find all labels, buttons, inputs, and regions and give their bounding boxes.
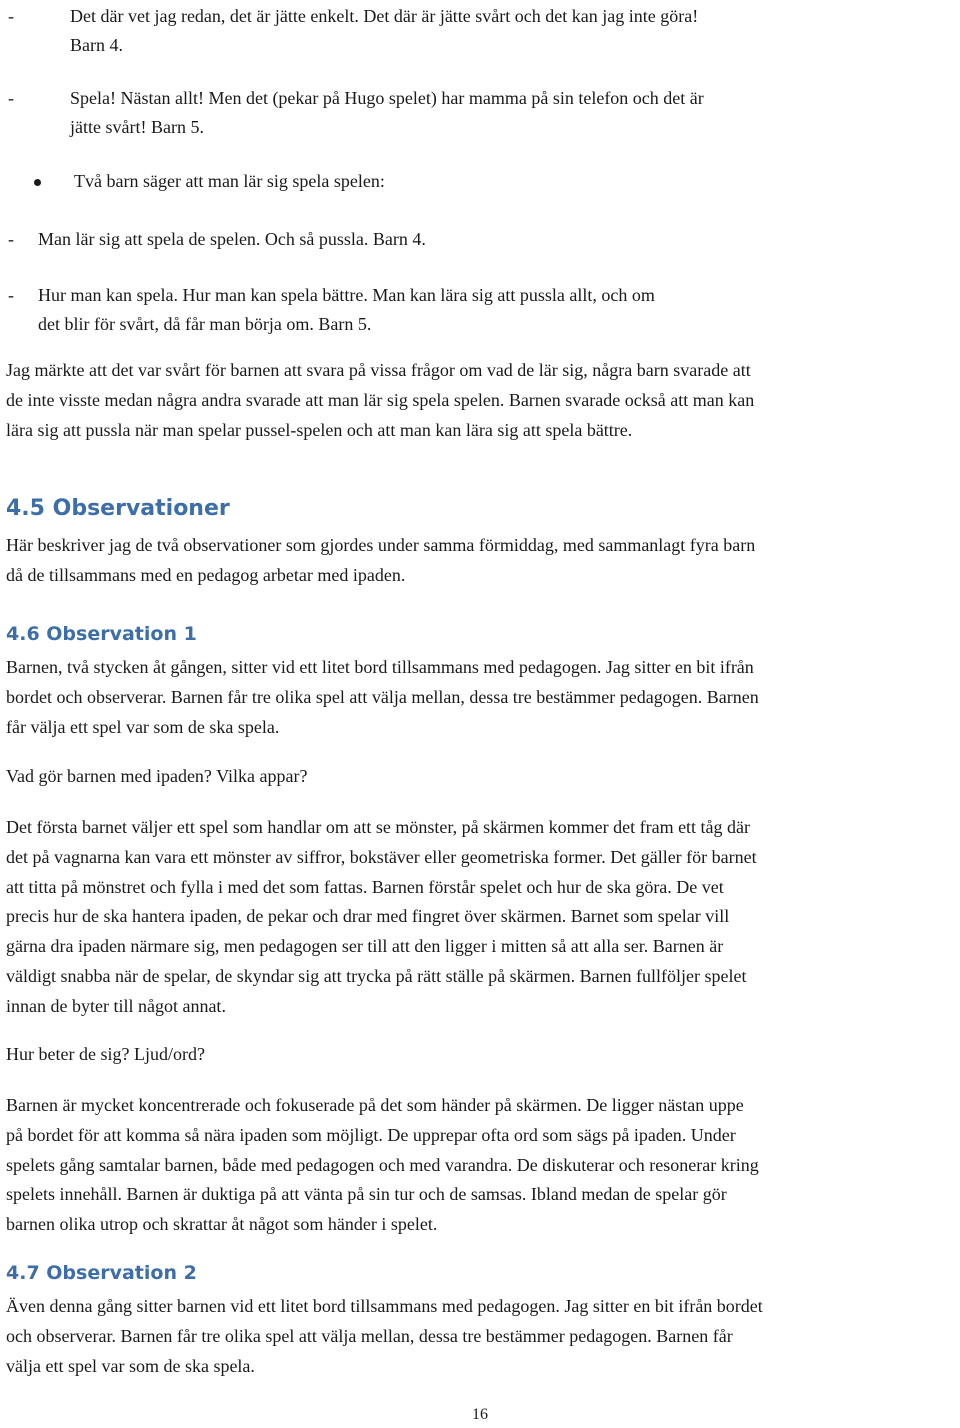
paragraph-line: det på vagnarna kan vara ett mönster av siffror, bokstäver eller geometriska former. Det gäller för barnet (6, 846, 757, 867)
quote-line: Hur man kan spela. Hur man kan spela bättre. Man kan lära sig att pussla allt, och om (38, 285, 655, 305)
paragraph (6, 356, 754, 445)
paragraph (6, 653, 759, 742)
paragraph-line: Här beskriver jag de två observationer som gjordes under samma förmiddag, med sammanlagt fyra barn (6, 535, 756, 555)
quote-text (38, 281, 655, 339)
question-text: Vad gör barnen med ipaden? Vilka appar? (6, 766, 308, 786)
dash-marker: - (8, 229, 14, 249)
paragraph (6, 1292, 763, 1381)
paragraph-line: precis hur de ska hantera ipaden, de pekar och drar med fingret över skärmen. Barnet som spelar vill (6, 906, 730, 927)
paragraph-line: Jag märkte att det var svårt för barnen att svara på vissa frågor om vad de lär sig, några barn svarade att (6, 360, 751, 380)
quote-text (38, 225, 426, 254)
quote-line: Det där vet jag redan, det är jätte enkelt. Det där är jätte svårt och det kan jag inte göra! (70, 6, 699, 26)
paragraph-line: Barnen är mycket koncentrerade och fokuserade på det som händer på skärmen. De ligger nästan uppe (6, 1095, 744, 1115)
paragraph (6, 531, 755, 591)
section-heading: 4.5 Observationer (6, 496, 230, 521)
question-line (6, 762, 307, 792)
paragraph-line: Det första barnet väljer ett spel som handlar om att se mönster, på skärmen kommer det fram ett tåg där (6, 817, 751, 837)
paragraph-line: de inte visste medan några andra svarade att man lär sig spela spelen. Barnen svarade också att man kan (6, 389, 755, 410)
page-number: 16 (472, 1406, 488, 1423)
paragraph-line: då de tillsammans med en pedagog arbetar med ipaden. (6, 564, 406, 585)
dash-marker: - (8, 88, 14, 108)
paragraph-line: Barnen, två stycken åt gången, sitter vid ett litet bord tillsammans med pedagogen. Jag sitter en bit ifrån (6, 657, 754, 677)
paragraph-line: innan de byter till något annat. (6, 995, 226, 1016)
section-heading: 4.7 Observation 2 (6, 1262, 197, 1284)
paragraph-line: gärna dra ipaden närmare sig, men pedagogen ser till att den ligger i mitten så att alla ser. Barnen är (6, 936, 724, 957)
paragraph-line: spelets gång samtalar barnen, både med pedagogen och med varandra. De diskuterar och resonerar kring (6, 1154, 759, 1175)
paragraph-line: väldigt snabba när de spelar, de skyndar sig att trycka på rätt ställe på skärmen. Barnen fullföljer spelet (6, 965, 747, 986)
paragraph-line: och observerar. Barnen får tre olika spel att välja mellan, dessa tre bestämmer pedagogen. Barnen får (6, 1325, 733, 1346)
bullet-text: Två barn säger att man lär sig spela spelen: (74, 171, 385, 191)
question-text: Hur beter de sig? Ljud/ord? (6, 1044, 205, 1064)
paragraph-line: välja ett spel var som de ska spela. (6, 1355, 255, 1376)
bullet-dot-icon (34, 179, 41, 186)
quote-line: Barn 4. (70, 35, 123, 55)
question-line (6, 1040, 205, 1070)
paragraph-line: barnen olika utrop och skrattar åt något som händer i spelet. (6, 1214, 438, 1235)
quote-text (70, 2, 698, 60)
quote-line: jätte svårt! Barn 5. (70, 117, 204, 137)
paragraph-line: spelets innehåll. Barnen är duktiga på att vänta på sin tur och de samsas. Ibland medan de spelar gör (6, 1184, 727, 1205)
section-heading: 4.6 Observation 1 (6, 623, 197, 645)
quote-line: det blir för svårt, då får man börja om. Barn 5. (38, 314, 372, 334)
quote-line: Man lär sig att spela de spelen. Och så pussla. Barn 4. (38, 229, 426, 249)
quote-line: Spela! Nästan allt! Men det (pekar på Hugo spelet) har mamma på sin telefon och det är (70, 88, 704, 108)
paragraph-line: lära sig att pussla när man spelar pussel-spelen och att man kan lära sig att spela bättre. (6, 419, 633, 440)
quote-text (70, 84, 704, 142)
paragraph-line: Även denna gång sitter barnen vid ett litet bord tillsammans med pedagogen. Jag sitter en bit ifrån bordet (6, 1296, 763, 1316)
paragraph-line: får välja ett spel var som de ska spela. (6, 716, 280, 737)
dash-marker: - (8, 285, 14, 305)
paragraph (6, 813, 757, 1022)
dash-marker: - (8, 6, 14, 26)
paragraph-line: bordet och observerar. Barnen får tre olika spel att välja mellan, dessa tre bestämmer pedagogen. Barnen (6, 686, 759, 707)
paragraph-line: att titta på mönstret och fylla i med det som fattas. Barnen förstår spelet och hur de ska göra. De vet (6, 876, 724, 897)
paragraph-line: på bordet för att komma så nära ipaden som möjligt. De upprepar ofta ord som sägs på ipaden. Under (6, 1124, 736, 1145)
paragraph (6, 1091, 759, 1240)
